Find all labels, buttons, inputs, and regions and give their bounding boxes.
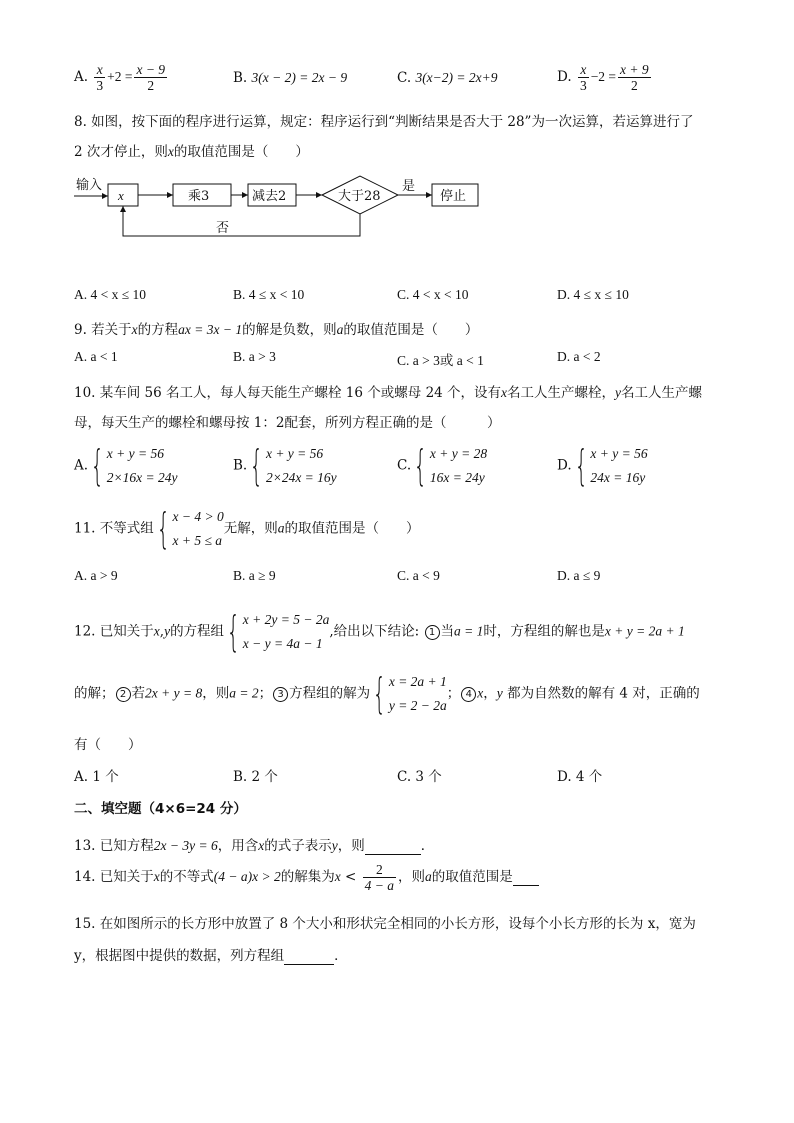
q8-stem-line2: 2 次才停止，则x的取值范围是（ ） (74, 144, 309, 160)
q7-option-c[interactable] (397, 70, 498, 86)
svg-text:乘3: 乘3 (188, 189, 210, 204)
svg-text:停止: 停止 (440, 189, 467, 204)
q12-option-c[interactable]: C. 3 个 (397, 769, 442, 785)
q9-option-b[interactable]: B. a > 3 (233, 349, 276, 364)
option-expr: 3(x−2) = 2x+9 (415, 70, 498, 85)
q10-option-c[interactable]: C.{ x + y = 28 16x = 24y (397, 441, 488, 490)
q10-stem-line1: 10. 某车间 56 名工人，每人每天能生产螺栓 16 个或螺母 24 个，设有x名工人生产螺栓，y名工人生产螺 (74, 385, 703, 401)
q15-stem-line2: y，根据图中提供的数据，列方程组 ． (74, 948, 348, 964)
q11-stem: 11. 不等式组{ x − 4 > 0 x + 5 ≤ a 无解，则a的取值范围是（ ） (74, 504, 420, 553)
q9-option-a[interactable]: A. a < 1 (74, 349, 118, 364)
q12-stem-line3: 有（ ） (74, 737, 142, 753)
circled-number: 3 (273, 687, 288, 702)
q10-option-a[interactable]: A.{ x + y = 56 2×16x = 24y (74, 441, 178, 490)
svg-text:否: 否 (216, 221, 230, 236)
q11-option-b[interactable]: B. a ≥ 9 (233, 568, 276, 583)
q12-stem-line1: 12. 已知关于x,y的方程组{ x + 2y = 5 − 2a x − y = 4a − 1 ,给出以下结论: 1 当a = 1时，方程组的解也是x + y = 2a + 1 (74, 607, 685, 656)
option-label: B. (233, 70, 248, 86)
option-label: C. (397, 70, 412, 86)
option-expr: −2 = (590, 69, 617, 84)
option-label: A. (74, 69, 89, 85)
q10-stem-line2: 母，每天生产的螺栓和螺母按 1：2配套，所列方程正确的是（ ） (74, 415, 501, 431)
q9-stem: 9. 若关于x的方程ax = 3x − 1的解是负数，则a的取值范围是（ ） (74, 322, 479, 338)
q8-option-a[interactable]: A. 4 < x ≤ 10 (74, 287, 147, 302)
answer-blank[interactable] (365, 838, 421, 855)
q11-option-a[interactable]: A. a > 9 (74, 568, 118, 583)
answer-blank[interactable] (284, 948, 334, 965)
q11-option-d[interactable]: D. a ≤ 9 (557, 568, 601, 583)
option-expr: +2 = (107, 69, 133, 84)
svg-text:减去2: 减去2 (252, 189, 287, 204)
option-expr: 3(x − 2) = 2x − 9 (251, 70, 348, 85)
q10-option-b[interactable]: B.{ x + y = 56 2×24x = 16y (233, 441, 337, 490)
q8-stem-line1: 8. 如图，按下面的程序进行运算，规定：程序运行到“判断结果是否大于 28”为一次运算，若运算进行了 (74, 114, 694, 130)
circled-number: 2 (116, 687, 131, 702)
svg-text:大于28: 大于28 (338, 189, 381, 204)
q7-option-a[interactable]: A. $\frac{x}{3}$ +2 = $\frac{x - 9}{2}$ (74, 62, 166, 93)
q13-stem: 13. 已知方程2x − 3y = 6，用含x的式子表示y，则 ． (74, 838, 435, 854)
q9-option-c[interactable]: C. a > 3或 a < 1 (397, 353, 484, 368)
circled-number: 1 (425, 625, 440, 640)
q8-option-b[interactable]: B. 4 ≤ x < 10 (233, 287, 305, 302)
q11-option-c[interactable]: C. a < 9 (397, 568, 440, 583)
q9-option-d[interactable]: D. a < 2 (557, 349, 601, 364)
q12-stem-line2: 的解； 2 若2x + y = 8，则a = 2； 3 方程组的解为{ x = 2a + 1 y = 2 − 2a ； 4 x，y 都为自然数的解有 4 对，正确的 (74, 669, 700, 718)
q7-option-b[interactable] (233, 70, 347, 86)
q15-stem-line1: 15. 在如图所示的长方形中放置了 8 个大小和形状完全相同的小长方形，设每个小长方形的长为 x，宽为 (74, 916, 696, 932)
svg-text:x: x (118, 188, 124, 203)
q12-option-b[interactable]: B. 2 个 (233, 769, 278, 785)
q12-option-d[interactable]: D. 4 个 (557, 769, 603, 785)
option-label: D. (557, 69, 572, 85)
answer-blank[interactable] (513, 869, 539, 886)
flow-input-label: 输入 (76, 178, 103, 193)
q12-option-a[interactable]: A. 1 个 (74, 769, 119, 785)
q8-option-c[interactable]: C. 4 < x < 10 (397, 287, 469, 302)
section-heading-fill-in: 二、填空题（4×6=24 分） (74, 801, 247, 817)
q14-stem: 14. 已知关于x的不等式(4 − a)x > 2的解集为x < $\frac{2}{4 - a}$ ，则a的取值范围是 (74, 862, 539, 893)
q8-option-d[interactable]: D. 4 ≤ x ≤ 10 (557, 287, 629, 302)
svg-text:是: 是 (402, 179, 416, 194)
q10-option-d[interactable]: D.{ x + y = 56 24x = 16y (557, 441, 648, 490)
q8-flowchart (70, 172, 490, 244)
q7-option-d[interactable]: D. $\frac{x}{3}$ −2 = $\frac{x + 9}{2}$ (557, 62, 649, 93)
circled-number: 4 (461, 687, 476, 702)
